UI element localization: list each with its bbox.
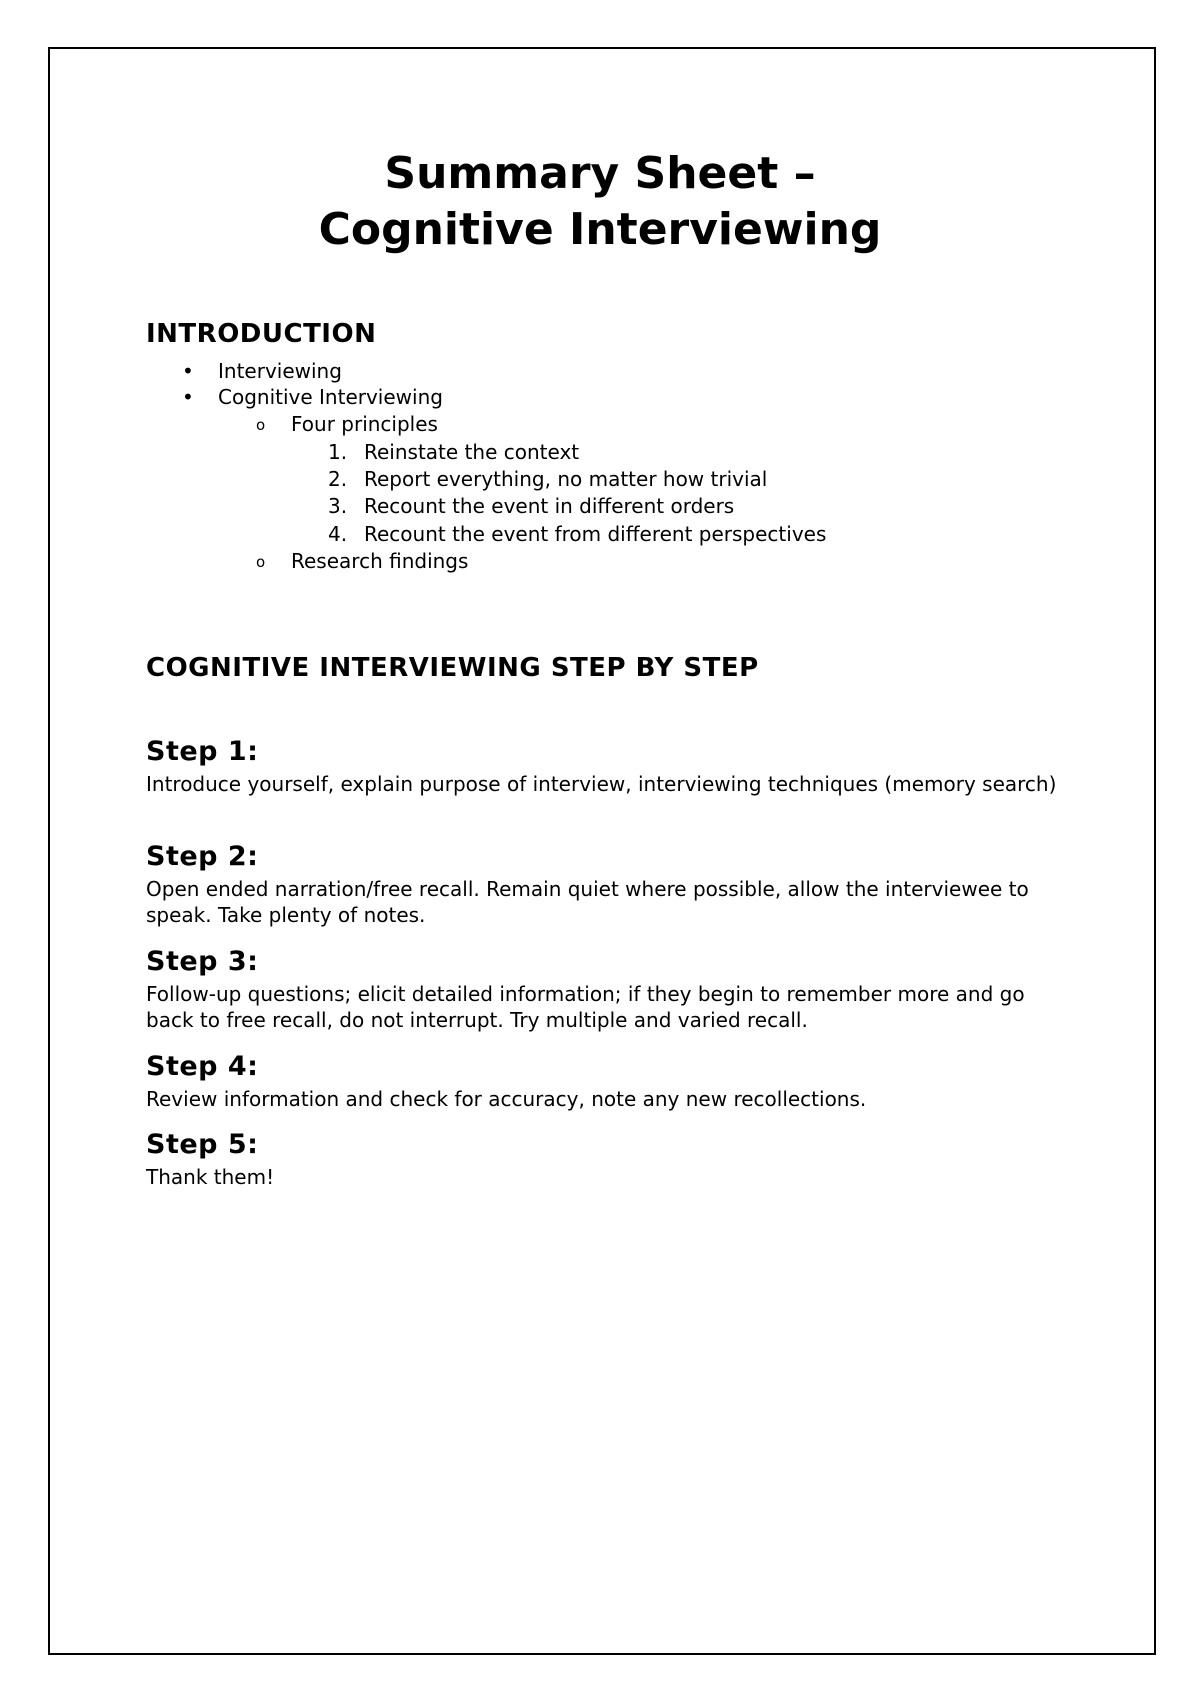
step-1-text: Introduce yourself, explain purpose of interview, interviewing techniques (memory search) [146, 772, 1057, 796]
step-2-text: Open ended narration/free recall. Remain quiet where possible, allow the interviewee to speak. Take plenty of notes. [146, 877, 1029, 927]
step-3-title: Step 3: [146, 946, 259, 977]
title-line-2: Cognitive Interviewing [318, 204, 882, 255]
step-4-text: Review information and check for accuracy, note any new recollections. [146, 1087, 867, 1111]
principle-text: Recount the event from different perspectives [364, 522, 827, 546]
principle-number: 3. [328, 494, 348, 518]
principle-number: 2. [328, 467, 348, 491]
bullet-icon: • [182, 385, 194, 409]
circle-bullet-icon: o [256, 553, 266, 571]
list-item-interviewing: Interviewing [218, 359, 342, 383]
step-5-title: Step 5: [146, 1129, 259, 1160]
step-2-title: Step 2: [146, 841, 259, 872]
sub-item-four-principles: Four principles [291, 412, 438, 436]
title-line-1: Summary Sheet – [384, 148, 816, 199]
sub-item-research-findings: Research findings [291, 549, 469, 573]
list-item-cognitive-interviewing: Cognitive Interviewing [218, 385, 443, 409]
principle-text: Recount the event in different orders [364, 494, 735, 518]
circle-bullet-icon: o [256, 416, 266, 434]
principle-text: Reinstate the context [364, 440, 580, 464]
bullet-icon: • [182, 359, 194, 383]
step-4-title: Step 4: [146, 1051, 259, 1082]
steps-heading: COGNITIVE INTERVIEWING STEP BY STEP [146, 653, 759, 683]
step-1-title: Step 1: [146, 736, 259, 767]
introduction-heading: INTRODUCTION [146, 319, 377, 349]
principle-number: 4. [328, 522, 348, 546]
step-5-text: Thank them! [146, 1165, 275, 1189]
principle-number: 1. [328, 440, 348, 464]
principle-text: Report everything, no matter how trivial [364, 467, 768, 491]
step-3-text: Follow-up questions; elicit detailed information; if they begin to remember more and go back to free recall, do not interrupt. Try multiple and varied recall. [146, 982, 1025, 1032]
